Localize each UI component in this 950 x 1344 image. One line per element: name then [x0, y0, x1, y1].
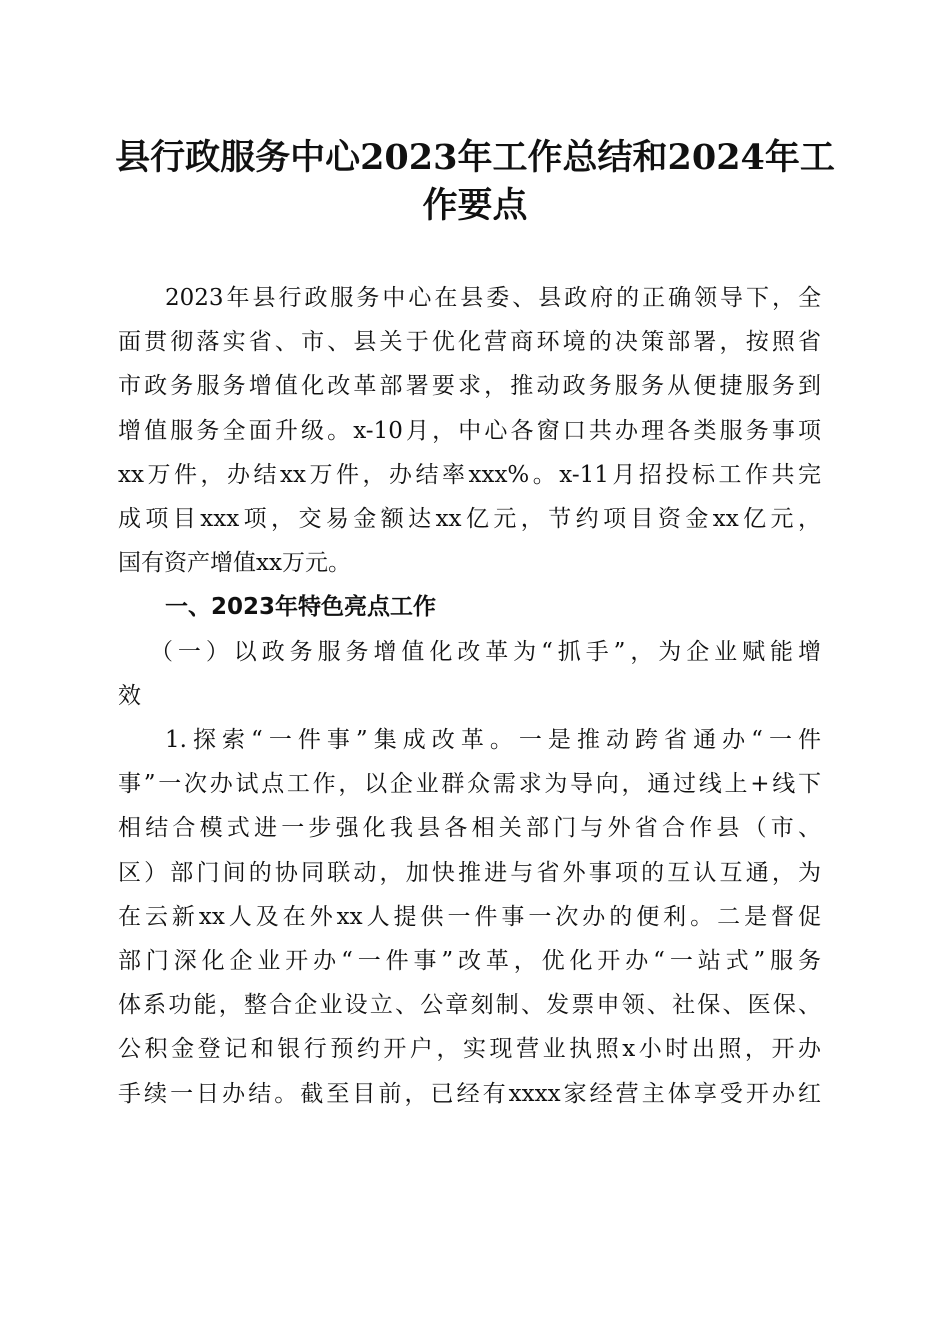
intro-line: 国有资产增值xx万元。	[118, 550, 351, 577]
section-heading: 一、2023年特色亮点工作	[165, 594, 437, 621]
subsection-heading: （一）以政务服务增值化改革为“抓手”，为企业赋能增	[150, 638, 821, 665]
item-line: 部门深化企业开办“一件事”改革，优化开办“一站式”服务	[118, 948, 821, 974]
item-line: 手续一日办结。截至目前，已经有xxxx家经营主体享受开办红	[118, 1080, 821, 1107]
item-line: 区）部门间的协同联动，加快推进与省外事项的互认互通，为	[118, 859, 821, 886]
intro-line: 成项目xxx项，交易金额达xx亿元，节约项目资金xx亿元，	[118, 506, 821, 532]
document-title-line1: 县行政服务中心2023年工作总结和2024年工	[115, 137, 835, 178]
item-line: 事”一次办试点工作，以企业群众需求为导向，通过线上+线下	[118, 771, 821, 798]
item-line: 体系功能，整合企业设立、公章刻制、发票申领、社保、医保、	[118, 992, 821, 1019]
document-title-line2: 作要点	[422, 185, 528, 226]
item-line: 在云新xx人及在外xx人提供一件事一次办的便利。二是督促	[118, 903, 821, 930]
item-line: 相结合模式进一步强化我县各相关部门与外省合作县（市、	[118, 815, 821, 842]
intro-line: 增值服务全面升级。x-10月，中心各窗口共办理各类服务事项	[118, 417, 821, 444]
item-line: 公积金登记和银行预约开户，实现营业执照x小时出照，开办	[118, 1036, 821, 1063]
subsection-heading: 效	[118, 682, 141, 709]
intro-line: 2023年县行政服务中心在县委、县政府的正确领导下，全	[165, 285, 821, 311]
item-line: 1.探索“一件事”集成改革。一是推动跨省通办“一件	[165, 727, 821, 753]
intro-line: xx万件，办结xx万件，办结率xxx%。x-11月招投标工作共完	[118, 461, 821, 488]
intro-line: 市政务服务增值化改革部署要求，推动政务服务从便捷服务到	[118, 373, 821, 400]
intro-line: 面贯彻落实省、市、县关于优化营商环境的决策部署，按照省	[118, 329, 821, 356]
